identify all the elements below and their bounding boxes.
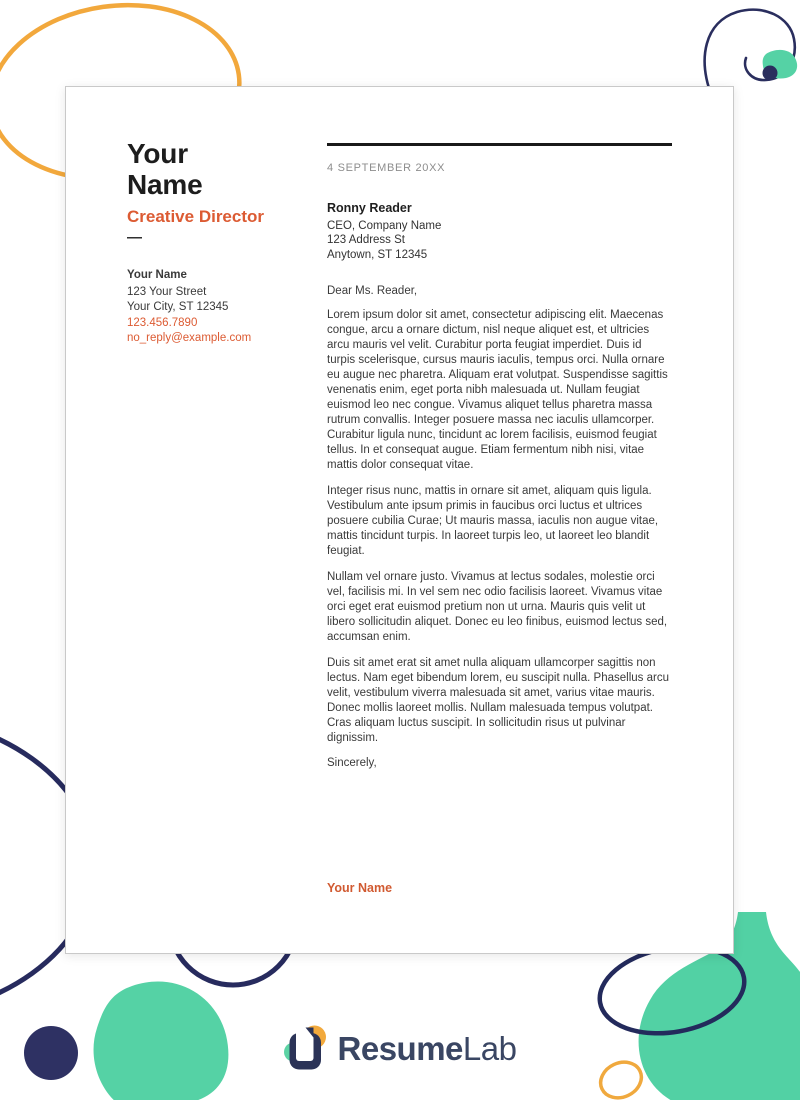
letter-page[interactable] bbox=[65, 86, 734, 954]
salutation: Dear Ms. Reader, bbox=[327, 285, 418, 297]
body-paragraph-2: Integer risus nunc, mattis in ornare sit amet, aliquam quis ligula. Vestibulum ante ipsum primis in faucibus orci luctus et ultrices posuere cubilia Curae; Ut mauris massa, iaculis non augue vitae, mattis tincidunt turpis. In laoreet turpis leo, ut laoreet leo blandit feugiat. bbox=[327, 485, 659, 557]
applicant-name-line2: Name bbox=[127, 169, 203, 200]
body-paragraph-3: Nullam vel ornare justo. Vivamus at lectus sodales, molestie orci vel, facilisis mi. In vel sem nec odio facilisis laoreet. Vivamus vitae orci eget erat euismod pretium non ut urna. Mauris quis velit ut libero sollicitudin aliquet. Donec eu leo finibus, euismod lectus sed, accumsan enim. bbox=[327, 571, 668, 643]
contact-name: Your Name bbox=[127, 269, 187, 281]
letter-sidebar bbox=[127, 138, 312, 347]
letter-date: 4 SEPTEMBER 20XX bbox=[327, 162, 446, 174]
body-paragraph-4: Duis sit amet erat sit amet nulla aliquam ullamcorper sagittis non lectus. Nam eget bibendum lorem, eu suscipit nulla. Phasellus arcu velit, vestibulum viverra malesuada sit amet, varius vitae mauris. Donec mollis laoreet mollis. Nullam malesuada tempus volutpat. Cras aliquam luctus suscipit. In sollicitudin risus ut pulvinar dignissim. bbox=[327, 657, 669, 744]
header-rule bbox=[327, 143, 672, 146]
divider-dash: — bbox=[127, 229, 142, 246]
contact-block bbox=[127, 268, 312, 347]
resumelab-logo-icon bbox=[284, 1024, 328, 1072]
body-paragraph-1: Lorem ipsum dolor sit amet, consectetur adipiscing elit. Maecenas congue, arcu a ornare dictum, nisl neque aliquet est, et ultricies arcu mauris vel velit. Curabitur porta feugiat imperdiet. Duis id turpis scelerisque, cursus mauris iaculis, tempus orci. Nulla ornare eu augue nec pharetra. Aliquam erat volutpat. Suspendisse sagittis venenatis enim, eget porta nibh malesuada ut. Nullam feugiat euismod leo nec congue. Vivamus aliquet tellus pharetra massa rutrum convallis. Integer posuere massa nec iaculis ullamcorper. Curabitur ligula nunc, tincidunt ac lorem facilisis, euismod feugiat tellus. In et consequat augue. Etiam fermentum nibh nisi, vitae mattis dolor consequat vitae. bbox=[327, 309, 668, 471]
signature-name: Your Name bbox=[327, 881, 393, 895]
applicant-name-line1: Your bbox=[127, 138, 188, 169]
contact-city: Your City, ST 12345 bbox=[127, 301, 229, 313]
closing: Sincerely, bbox=[327, 757, 377, 769]
contact-email: no_reply@example.com bbox=[127, 332, 252, 344]
job-title: Creative Director bbox=[127, 207, 265, 226]
recipient-title: CEO, Company Name bbox=[327, 219, 442, 232]
applicant-name-heading bbox=[127, 138, 312, 200]
recipient-block bbox=[327, 201, 672, 262]
letter-body-column bbox=[327, 143, 672, 895]
navy-dot-shape bbox=[763, 66, 778, 81]
logo-wordmark bbox=[337, 1029, 517, 1067]
contact-phone: 123.456.7890 bbox=[127, 316, 198, 329]
contact-street: 123 Your Street bbox=[127, 285, 207, 298]
recipient-name: Ronny Reader bbox=[327, 201, 412, 215]
logo-text-resume: Resume bbox=[337, 1029, 463, 1067]
recipient-address2: Anytown, ST 12345 bbox=[327, 248, 428, 261]
recipient-address1: 123 Address St bbox=[327, 234, 405, 246]
resumelab-logo[interactable] bbox=[0, 1024, 800, 1072]
logo-text-lab: Lab bbox=[462, 1029, 517, 1067]
